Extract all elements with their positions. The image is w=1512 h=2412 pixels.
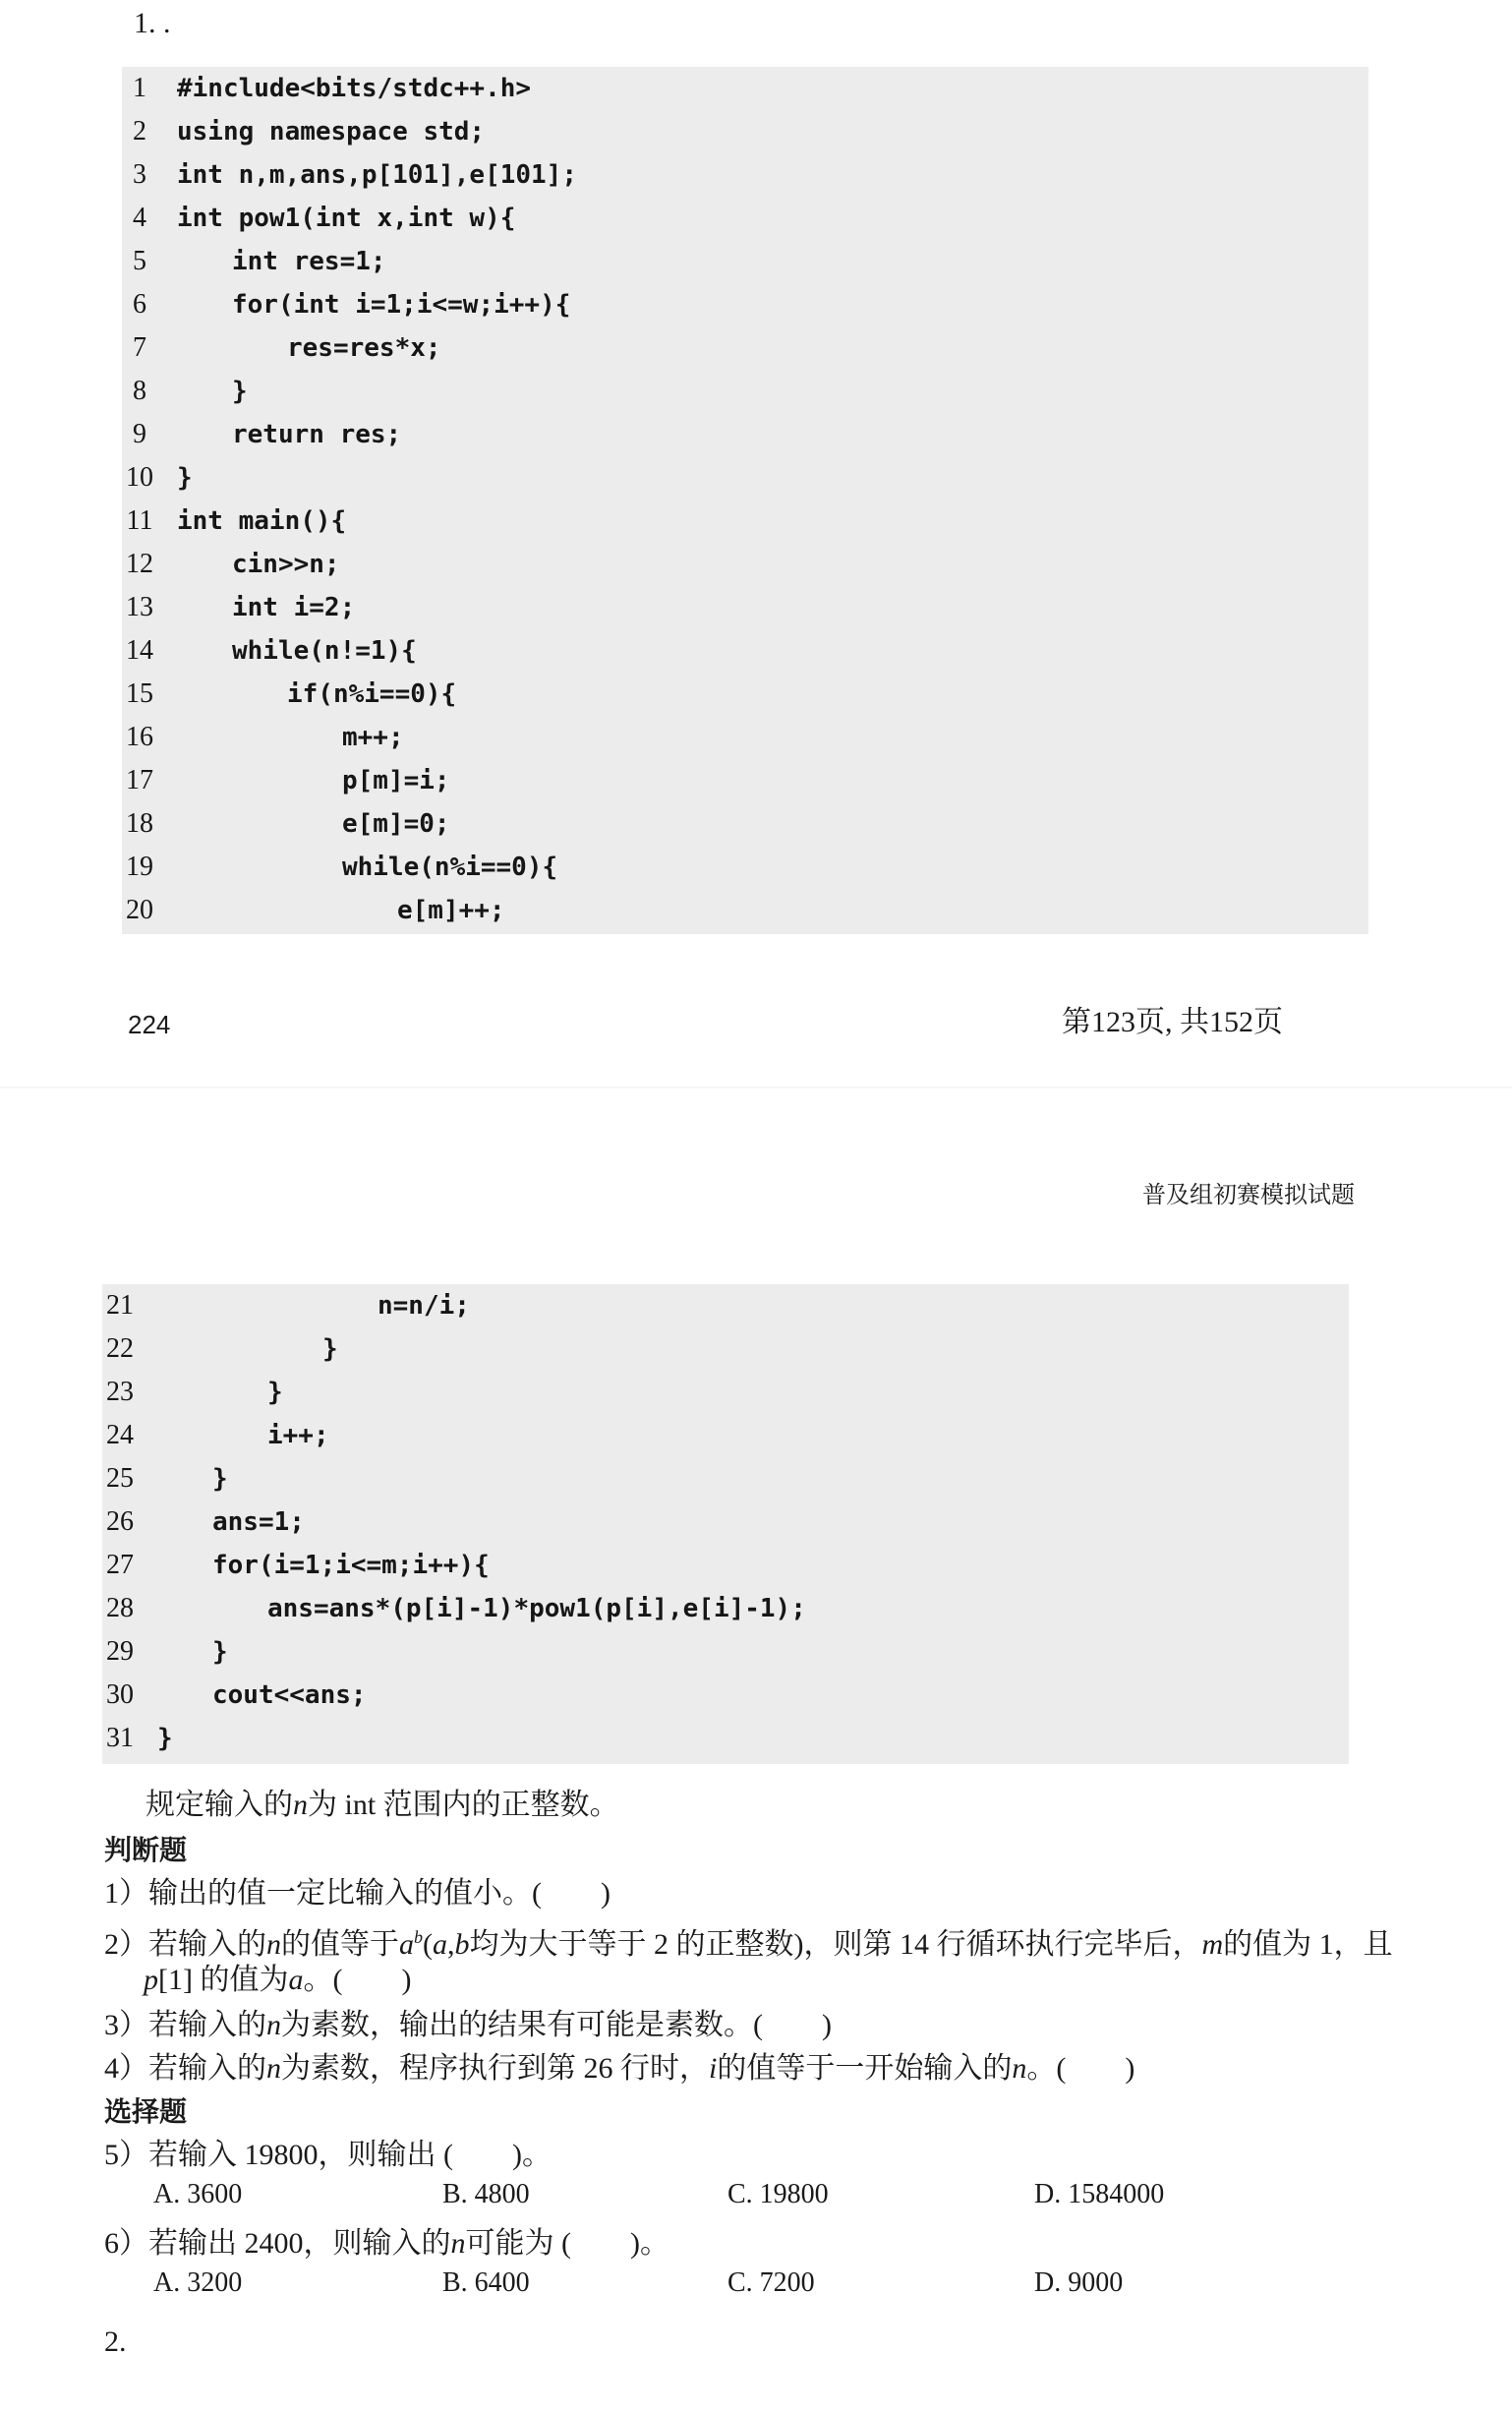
- line-number: 4: [133, 203, 146, 233]
- line-number: 22: [106, 1333, 134, 1364]
- line-number: 26: [106, 1506, 134, 1537]
- code-block-part1: [122, 67, 1368, 934]
- line-number: 16: [126, 722, 153, 752]
- code-text: e[m]++;: [397, 896, 505, 925]
- q2-a: 2）若输入的: [104, 1928, 266, 1961]
- code-line: [122, 110, 1368, 153]
- q6-post: 可能为 ( )。: [465, 2227, 669, 2260]
- code-line: [122, 846, 1368, 889]
- q2-var-a: a: [399, 1928, 414, 1961]
- line-number: 27: [106, 1550, 134, 1580]
- code-line: [122, 889, 1368, 932]
- line-number: 1: [133, 73, 146, 103]
- code-text: int i=2;: [232, 593, 356, 622]
- q4-var3: n: [1012, 2052, 1027, 2085]
- code-line: [102, 1587, 1349, 1630]
- line-number: 12: [126, 549, 153, 579]
- q2-l2c: a: [288, 1964, 304, 1996]
- code-text: ans=ans*(p[i]-1)*pow1(p[i],e[i]-1);: [267, 1594, 806, 1623]
- code-text: return res;: [232, 420, 402, 449]
- q2-m: m: [1201, 1928, 1224, 1961]
- page-divider: [0, 1087, 1512, 1088]
- line-number: 5: [133, 246, 146, 276]
- q2-l2b: [1] 的值为: [158, 1964, 289, 1996]
- q5-option-d[interactable]: D. 1584000: [1034, 2179, 1165, 2209]
- note-var: n: [293, 1789, 308, 1821]
- q2-l2d: 。( ): [303, 1964, 412, 1996]
- q6-option-b[interactable]: B. 6400: [442, 2267, 530, 2298]
- code-block-part2: [102, 1284, 1349, 1764]
- q4-mid2: 的值等于一开始输入的: [717, 2052, 1013, 2085]
- q2-k: 的值为 1，且: [1223, 1928, 1393, 1961]
- code-line: [102, 1500, 1349, 1544]
- q4-post: 。( ): [1026, 2052, 1135, 2085]
- question-6: [104, 2222, 669, 2265]
- q4-var: n: [266, 2052, 281, 2085]
- code-text: while(n!=1){: [232, 636, 417, 666]
- q3-post: 为素数，输出的结果有可能是素数。( ): [281, 2009, 832, 2041]
- choice-section-title: 选择题: [104, 2095, 188, 2128]
- code-line: [122, 802, 1368, 846]
- line-number: 20: [126, 895, 153, 925]
- code-line: [122, 500, 1368, 543]
- code-text: }: [232, 377, 248, 406]
- code-text: while(n%i==0){: [342, 853, 558, 882]
- q6-var: n: [450, 2227, 466, 2260]
- question-3: [104, 2004, 832, 2047]
- code-text: if(n%i==0){: [287, 679, 457, 709]
- line-number: 29: [106, 1636, 134, 1667]
- line-number: 28: [106, 1593, 134, 1623]
- note-post: 为 int 范围内的正整数。: [308, 1789, 619, 1821]
- code-text: cout<<ans;: [212, 1680, 367, 1710]
- line-number: 30: [106, 1679, 134, 1710]
- code-text: using namespace std;: [177, 117, 486, 147]
- line-number: 2: [133, 116, 146, 147]
- code-line: [122, 456, 1368, 500]
- judge-section-title: 判断题: [104, 1834, 188, 1866]
- q2-h: b: [454, 1928, 470, 1961]
- code-text: }: [322, 1334, 338, 1364]
- q6-option-d[interactable]: D. 9000: [1034, 2267, 1124, 2298]
- line-number: 3: [133, 159, 146, 190]
- line-number: 31: [106, 1723, 134, 1753]
- code-line: [102, 1630, 1349, 1674]
- q6-pre: 6）若输出 2400，则输入的: [104, 2227, 451, 2260]
- code-line: [122, 283, 1368, 326]
- code-line: [102, 1544, 1349, 1587]
- q6-option-c[interactable]: C. 7200: [727, 2267, 815, 2298]
- code-line: [122, 629, 1368, 673]
- code-line: [122, 153, 1368, 197]
- line-number: 18: [126, 808, 153, 839]
- code-line: [122, 326, 1368, 370]
- code-line: [122, 716, 1368, 759]
- q5-option-a[interactable]: A. 3600: [153, 2179, 243, 2209]
- line-number: 23: [106, 1377, 134, 1407]
- code-line: [122, 370, 1368, 413]
- running-head: 普及组初赛模拟试题: [1142, 1183, 1355, 1208]
- code-line: [102, 1674, 1349, 1717]
- code-text: #include<bits/stdc++.h>: [177, 74, 532, 103]
- code-line: [102, 1457, 1349, 1500]
- code-text: int pow1(int x,int w){: [177, 204, 516, 233]
- code-line: [102, 1414, 1349, 1457]
- line-number: 6: [133, 289, 146, 320]
- code-line: [122, 67, 1368, 110]
- next-question-number: 2.: [104, 2325, 127, 2358]
- q4-mid: 为素数，程序执行到第 26 行时，: [281, 2052, 709, 2085]
- line-number: 14: [126, 635, 153, 666]
- code-text: }: [212, 1464, 228, 1494]
- line-number: 17: [126, 765, 153, 795]
- code-text: n=n/i;: [378, 1291, 470, 1321]
- q4-var2: i: [709, 2052, 718, 2085]
- code-text: for(int i=1;i<=w;i++){: [232, 290, 571, 320]
- code-text: }: [267, 1378, 283, 1407]
- q2-e: (: [423, 1928, 433, 1961]
- line-number: 11: [126, 505, 153, 536]
- q5-option-b[interactable]: B. 4800: [442, 2179, 530, 2209]
- line-number: 9: [133, 419, 146, 449]
- code-line: [102, 1327, 1349, 1371]
- code-text: i++;: [267, 1421, 329, 1450]
- line-number: 15: [126, 678, 153, 709]
- code-text: p[m]=i;: [342, 766, 450, 795]
- q2-sup-b: b: [414, 1927, 423, 1947]
- q3-var: n: [266, 2009, 281, 2041]
- q4-pre: 4）若输入的: [104, 2052, 266, 2085]
- page-number: 224: [128, 1010, 171, 1039]
- code-text: int n,m,ans,p[101],e[101];: [177, 160, 577, 190]
- q2-p: p: [144, 1964, 158, 1996]
- code-line: [122, 673, 1368, 716]
- code-text: cin>>n;: [232, 550, 340, 579]
- code-line: [122, 240, 1368, 283]
- code-text: }: [177, 463, 193, 493]
- line-number: 10: [126, 462, 153, 493]
- line-number: 25: [106, 1463, 134, 1494]
- code-text: m++;: [342, 723, 404, 752]
- question-1: 1）输出的值一定比输入的值小。( ): [104, 1877, 611, 1910]
- code-line: [122, 586, 1368, 629]
- code-text: for(i=1;i<=m;i++){: [212, 1551, 490, 1580]
- input-note: [145, 1784, 619, 1827]
- q5-option-c[interactable]: C. 19800: [727, 2179, 829, 2209]
- code-line: [102, 1717, 1349, 1760]
- code-text: }: [212, 1637, 228, 1667]
- line-number: 24: [106, 1420, 134, 1450]
- code-text: res=res*x;: [287, 333, 441, 363]
- line-number: 8: [133, 376, 146, 406]
- q2-g: ,: [447, 1928, 455, 1961]
- code-line: [102, 1284, 1349, 1327]
- q2-c: 的值等于: [281, 1928, 399, 1961]
- question-6-options: [0, 2267, 1512, 2311]
- q6-option-a[interactable]: A. 3200: [153, 2267, 243, 2298]
- q2-i: 均为大于等于 2 的正整数)，则第 14 行循环执行完毕后，: [469, 1928, 1202, 1961]
- question-number: 1. .: [134, 7, 171, 39]
- code-line: [122, 197, 1368, 240]
- question-2-line2: [144, 1959, 411, 2002]
- code-text: int main(){: [177, 506, 347, 536]
- code-text: e[m]=0;: [342, 809, 450, 839]
- page-info: 第123页, 共152页: [1062, 1006, 1283, 1038]
- code-line: [122, 759, 1368, 802]
- code-text: ans=1;: [212, 1507, 305, 1537]
- code-line: [122, 413, 1368, 456]
- question-5-options: [0, 2179, 1512, 2222]
- line-number: 7: [133, 332, 146, 363]
- code-line: [122, 543, 1368, 586]
- code-line: [102, 1371, 1349, 1414]
- question-5: 5）若输入 19800，则输出 ( )。: [104, 2139, 552, 2171]
- code-text: int res=1;: [232, 247, 386, 276]
- note-pre: 规定输入的: [145, 1789, 293, 1821]
- line-number: 13: [126, 592, 153, 622]
- code-text: }: [157, 1724, 173, 1753]
- line-number: 21: [106, 1290, 134, 1321]
- q2-f: a: [433, 1928, 447, 1961]
- q2-var-n: n: [266, 1928, 281, 1961]
- line-number: 19: [126, 852, 153, 882]
- q3-pre: 3）若输入的: [104, 2009, 266, 2041]
- question-4: [104, 2047, 1134, 2090]
